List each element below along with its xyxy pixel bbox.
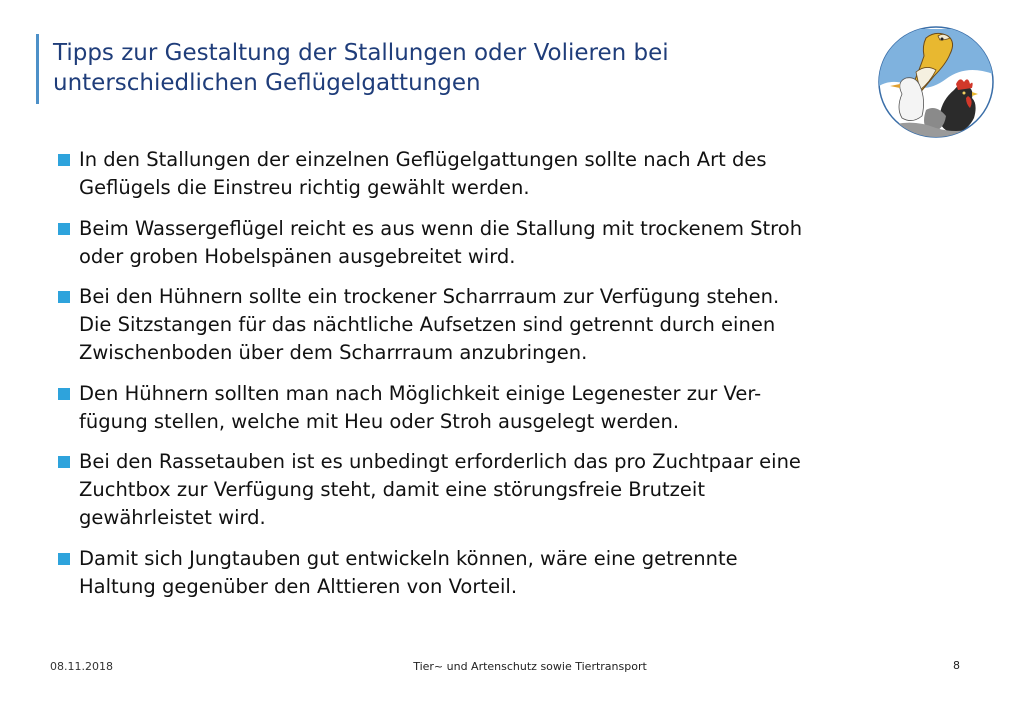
square-bullet-icon bbox=[58, 223, 70, 235]
title-accent-bar bbox=[36, 34, 39, 104]
poultry-birds-logo bbox=[876, 24, 996, 142]
title-line: Tipps zur Gestaltung der Stallungen oder Volieren bei bbox=[53, 40, 669, 66]
bullet-text-line: Den Hühnern sollten man nach Möglichkeit einige Legenester zur Ver- bbox=[79, 381, 762, 405]
list-item bbox=[56, 545, 976, 601]
bullet-text-line: oder groben Hobelspänen ausgebreitet wird. bbox=[79, 244, 516, 268]
bullet-text-line: Zuchtbox zur Verfügung steht, damit eine störungsfreie Brutzeit bbox=[79, 478, 705, 501]
bullet-text-line: Bei den Hühnern sollte ein trockener Scharrraum zur Verfügung stehen. bbox=[79, 285, 780, 308]
footer-date: 08.11.2018 bbox=[50, 660, 113, 673]
square-bullet-icon bbox=[58, 456, 70, 468]
page-title bbox=[53, 38, 843, 98]
poultry-birds-logo-graphic bbox=[876, 24, 996, 142]
bullet-text-line: gewährleistet wird. bbox=[79, 506, 266, 529]
list-item bbox=[56, 215, 976, 271]
footer-title: Tier~ und Artenschutz sowie Tiertransport bbox=[413, 660, 647, 673]
bullet-text-line: Beim Wassergeflügel reicht es aus wenn die Stallung mit trockenem Stroh bbox=[79, 216, 803, 240]
bullet-text-line: Bei den Rassetauben ist es unbedingt erforderlich das pro Zuchtpaar eine bbox=[79, 450, 801, 473]
page-number: 8 bbox=[953, 659, 960, 672]
bullet-text-line: Haltung gegenüber den Alttieren von Vorteil. bbox=[79, 574, 518, 598]
bullet-text-line: In den Stallungen der einzelnen Geflügelgattungen sollte nach Art des bbox=[79, 148, 767, 171]
list-item bbox=[56, 283, 976, 367]
title-line: unterschiedlichen Geflügelgattungen bbox=[53, 70, 481, 96]
bullet-text-line: Zwischenboden über dem Scharrraum anzubringen. bbox=[79, 341, 588, 364]
square-bullet-icon bbox=[58, 154, 70, 166]
square-bullet-icon bbox=[58, 553, 70, 565]
bullet-text-line: fügung stellen, welche mit Heu oder Stroh ausgelegt werden. bbox=[79, 409, 680, 433]
bullet-list bbox=[56, 146, 976, 613]
list-item bbox=[56, 146, 976, 202]
bullet-text-line: Geflügels die Einstreu richtig gewählt werden. bbox=[79, 176, 530, 199]
bullet-text-line: Damit sich Jungtauben gut entwickeln können, wäre eine getrennte bbox=[79, 546, 738, 570]
bullet-text-line: Die Sitzstangen für das nächtliche Aufsetzen sind getrennt durch einen bbox=[79, 313, 776, 336]
list-item bbox=[56, 380, 976, 436]
square-bullet-icon bbox=[58, 291, 70, 303]
square-bullet-icon bbox=[58, 388, 70, 400]
list-item bbox=[56, 448, 976, 532]
